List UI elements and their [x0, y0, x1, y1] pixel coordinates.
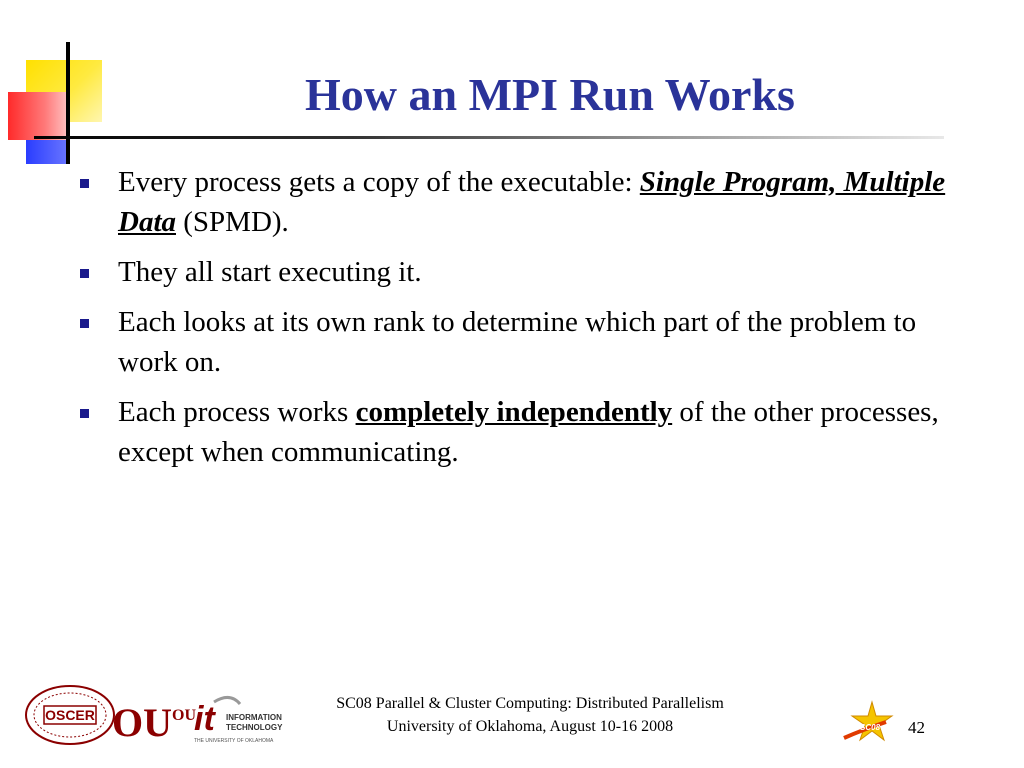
oscer-logo [24, 684, 116, 746]
it-logo-label-2: TECHNOLOGY [226, 723, 283, 732]
bullet-item [80, 302, 960, 382]
bullet-item [80, 162, 960, 242]
information-technology-logo [170, 690, 286, 746]
decor-blue-square [26, 140, 70, 164]
bullet-list [80, 162, 960, 482]
bullet-emphasis: Single Program, Multiple Data [118, 166, 946, 238]
sc08-logo [842, 700, 894, 748]
bullet-text: Every process gets a copy of the executable: [118, 166, 640, 198]
svg-text:it: it [194, 700, 215, 738]
it-logo-sub: THE UNIVERSITY OF OKLAHOMA [194, 738, 274, 744]
bullet-emphasis: completely independently [355, 396, 673, 428]
bullet-text: Each process works [118, 396, 356, 428]
sc08-logo-text: SC08 [860, 723, 881, 732]
decor-vertical-line [66, 42, 70, 164]
ou-logo [112, 686, 172, 748]
ou-logo-text: OU [112, 700, 172, 745]
footer-line-1: SC08 Parallel & Cluster Computing: Distributed Parallelism [336, 695, 724, 712]
bullet-square-icon [80, 319, 89, 328]
slide-footer [270, 692, 790, 738]
footer-line-2: University of Oklahoma, August 10-16 2008 [386, 718, 674, 735]
title-underline-rule [34, 136, 944, 139]
bullet-text: They all start executing it. [118, 256, 422, 288]
slide-title: How an MPI Run Works [305, 69, 795, 120]
bullet-square-icon [80, 269, 89, 278]
bullet-square-icon [80, 409, 89, 418]
bullet-square-icon [80, 179, 89, 188]
bullet-text: Each looks at its own rank to determine which part of the problem to work on. [118, 306, 917, 378]
bullet-item [80, 392, 960, 472]
oscer-logo-text: OSCER [45, 707, 95, 723]
decor-red-square [8, 92, 70, 140]
bullet-text: of the other processes, except when communicating. [118, 396, 939, 468]
svg-text:OU: OU [172, 707, 196, 724]
bullet-item [80, 252, 960, 292]
page-number: 42 [908, 718, 925, 737]
it-logo-label-1: INFORMATION [226, 713, 282, 722]
bullet-text: (SPMD). [176, 206, 289, 238]
